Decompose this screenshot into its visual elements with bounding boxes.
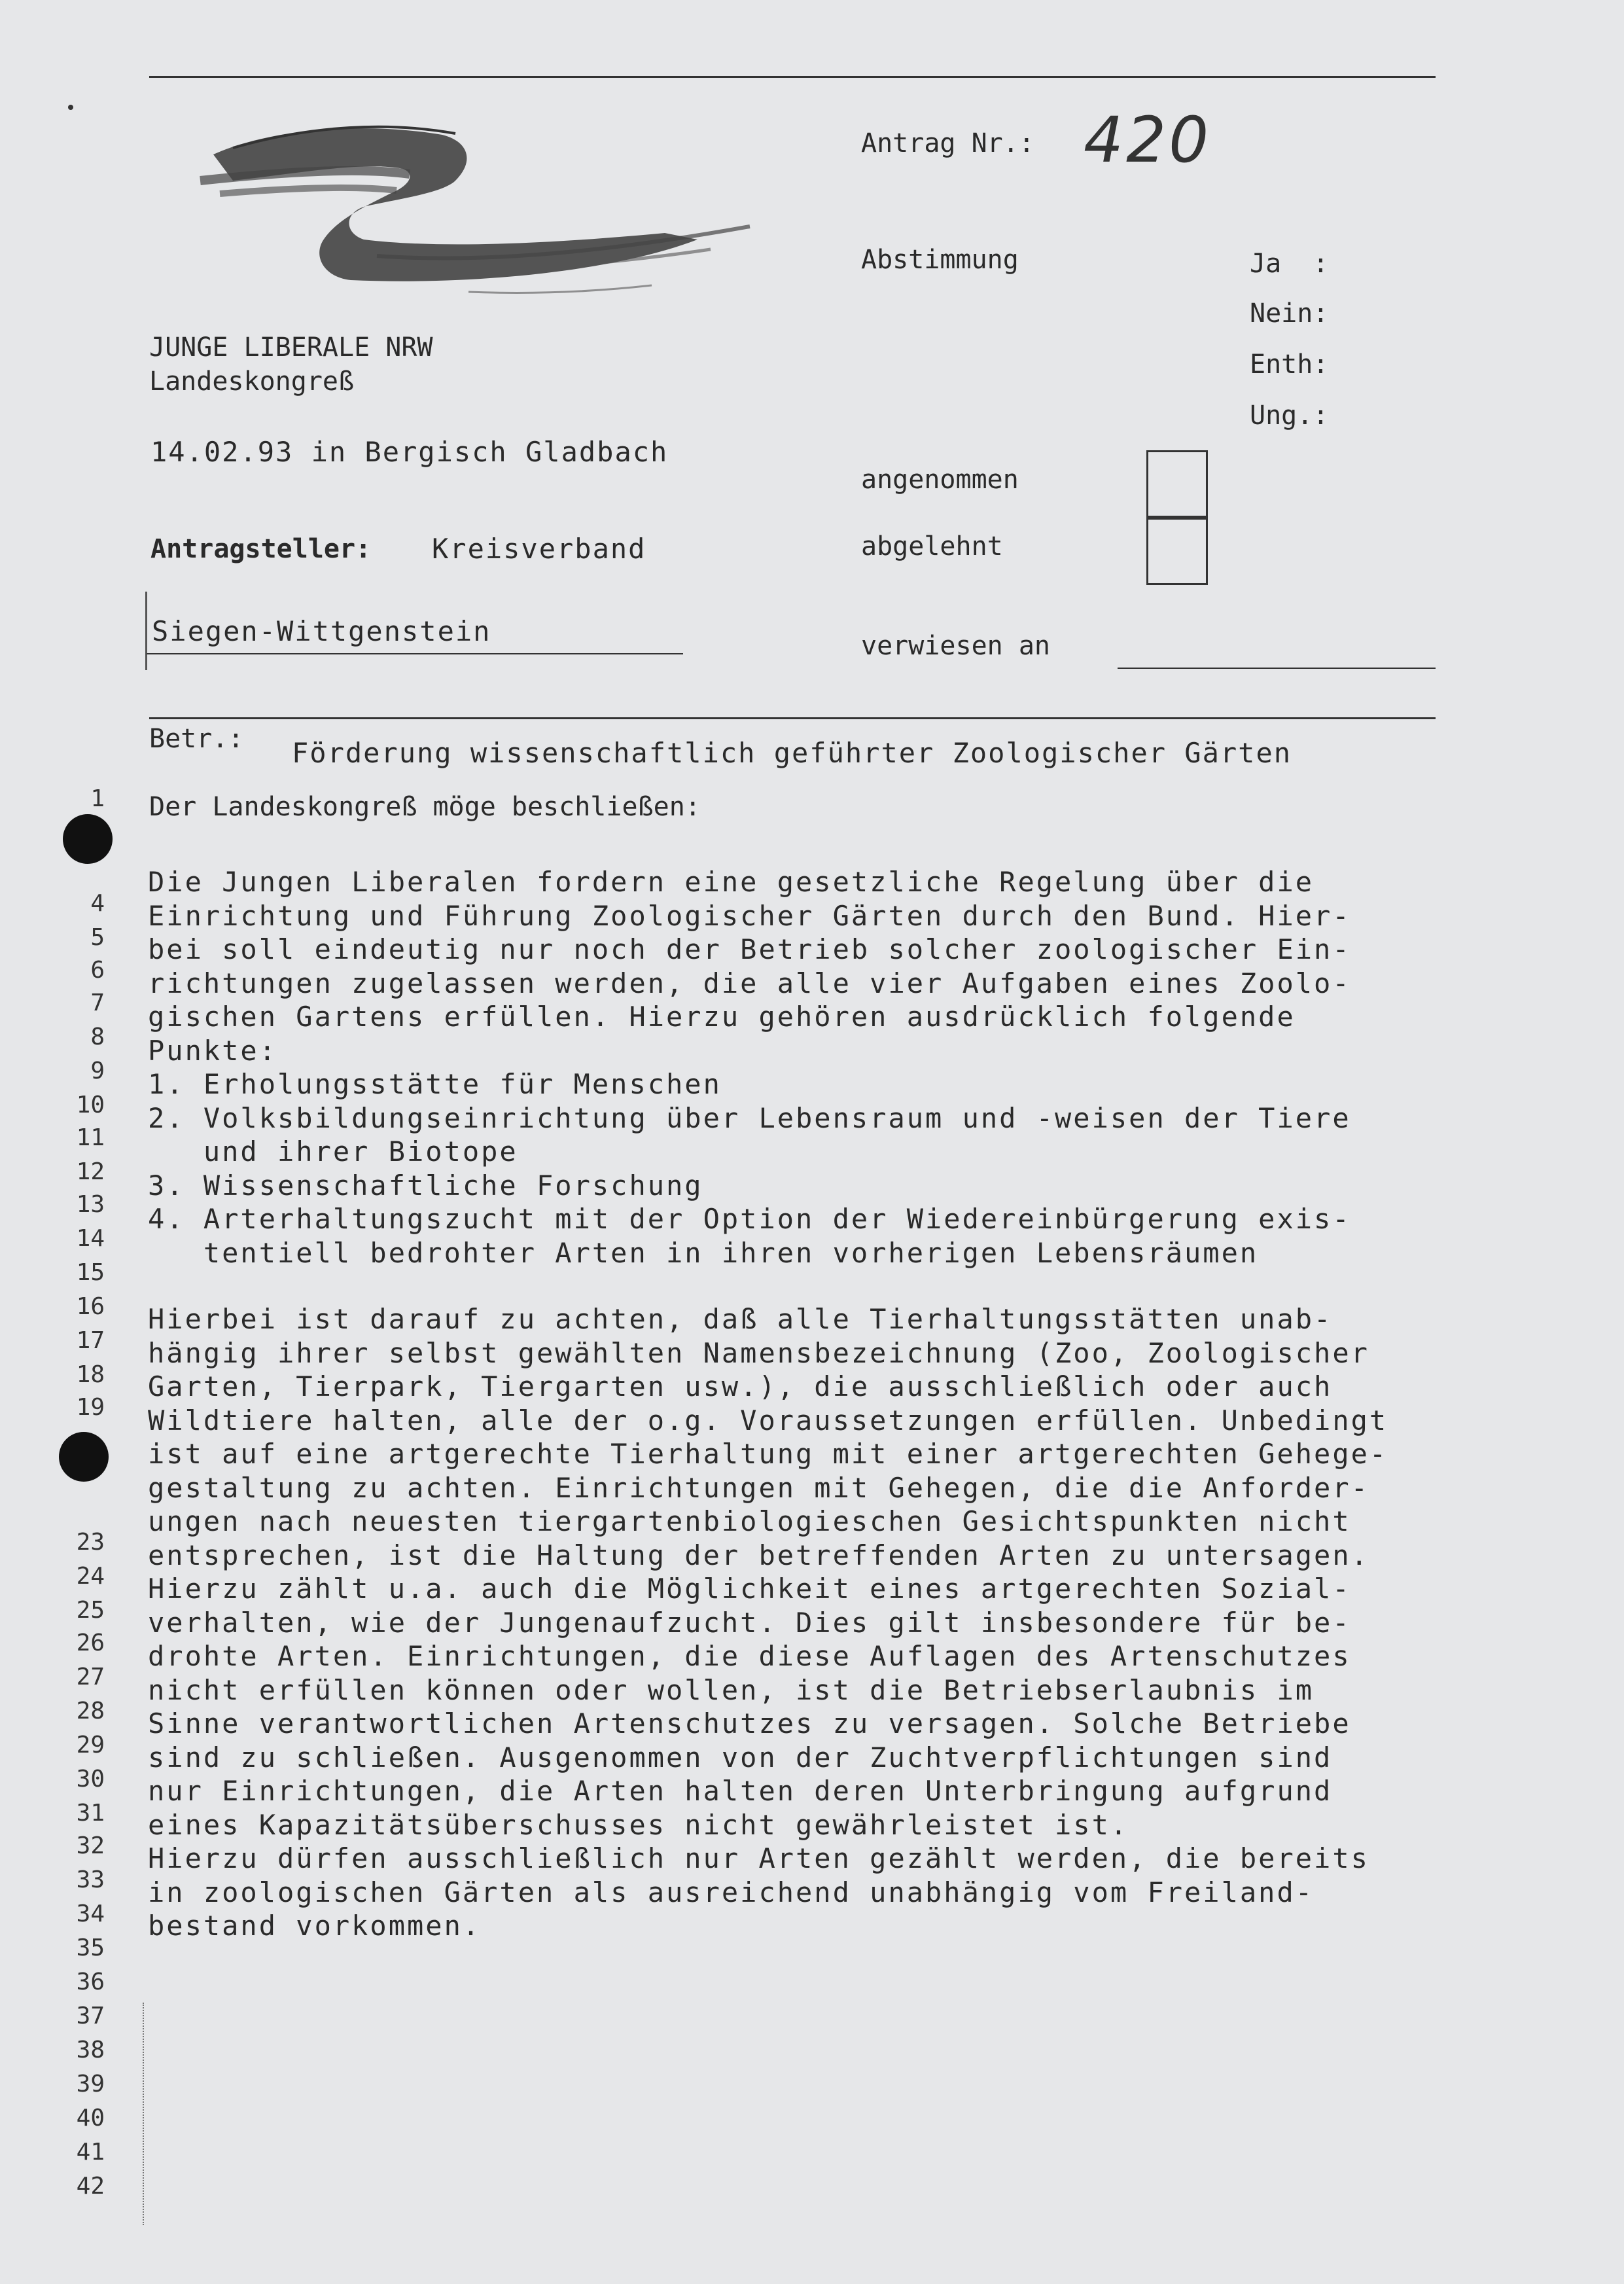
line-number: 14 [76, 1225, 105, 1252]
body-line: drohte Arten. Einrichtungen, die diese Auflagen des Artenschutzes [148, 1640, 1351, 1672]
line-number: 12 [76, 1158, 105, 1185]
line-number: 26 [76, 1630, 105, 1656]
punch-hole-top [63, 814, 113, 864]
subject-text: Förderung wissenschaftlich geführter Zoologischer Gärten [292, 737, 1292, 769]
line-number: 13 [76, 1191, 105, 1218]
body-line: sind zu schließen. Ausgenommen von der Zuchtverpflichtungen sind [148, 1741, 1333, 1774]
referred-to-label: verwiesen an [861, 631, 1050, 661]
line-number: 16 [76, 1293, 105, 1320]
body-line: Garten, Tierpark, Tiergarten usw.), die ausschließlich oder auch [148, 1370, 1333, 1402]
line-number: 23 [76, 1529, 105, 1556]
applicant-name-line2: Siegen-Wittgenstein [152, 615, 491, 647]
line-number: 30 [76, 1766, 105, 1793]
line-number: 8 [90, 1024, 105, 1050]
line-number: 10 [76, 1092, 105, 1118]
line-number: 41 [76, 2139, 105, 2166]
body-line: verhalten, wie der Jungenaufzucht. Dies gilt insbesondere für be- [148, 1606, 1351, 1639]
margin-mark [145, 592, 147, 670]
line-number: 24 [76, 1563, 105, 1590]
line-number: 31 [76, 1800, 105, 1827]
applicant-label: Antragsteller: [150, 534, 372, 564]
line-number: 19 [76, 1394, 105, 1421]
line-number: 29 [76, 1732, 105, 1758]
body-line: gestaltung zu achten. Einrichtungen mit Gehegen, die die Anforder- [148, 1471, 1369, 1504]
line-number: 6 [90, 957, 105, 984]
body-line: Punkte: [148, 1034, 278, 1067]
body-line: 3. Wissenschaftliche Forschung [148, 1169, 703, 1202]
line-number: 28 [76, 1698, 105, 1724]
line-number: 36 [76, 1969, 105, 1995]
application-label: Antrag Nr.: [861, 128, 1034, 158]
event-name: Landeskongreß [149, 366, 355, 397]
vote-abstain: Enth: [1250, 349, 1329, 380]
line-number: 32 [76, 1832, 105, 1859]
body-line: Hierzu dürfen ausschließlich nur Arten gezählt werden, die bereits [148, 1842, 1369, 1874]
referred-to-line [1118, 668, 1436, 669]
body-line: 2. Volksbildungseinrichtung über Lebensraum und -weisen der Tiere [148, 1101, 1351, 1134]
line-number: 33 [76, 1866, 105, 1893]
body-line: eines Kapazitätsüberschusses nicht gewährleistet ist. [148, 1808, 1129, 1841]
body-paragraph-2 [148, 1302, 1388, 1943]
line-number: 18 [76, 1361, 105, 1388]
body-line: 4. Arterhaltungszucht mit der Option der Wiedereinbürgerung exis- [148, 1203, 1351, 1235]
resolution-intro: Der Landeskongreß möge beschließen: [149, 792, 701, 822]
body-line: Einrichtung und Führung Zoologischer Gärten durch den Bund. Hier- [148, 899, 1351, 932]
line-number: 37 [76, 2003, 105, 2029]
header-divider [149, 717, 1436, 719]
line-number: 5 [90, 924, 105, 951]
line-number: 27 [76, 1664, 105, 1690]
vote-accepted-label: angenommen [861, 465, 1019, 495]
body-line: 1. Erholungsstätte für Menschen [148, 1068, 722, 1100]
line-number: 39 [76, 2071, 105, 2097]
vote-yes: Ja : [1250, 249, 1329, 279]
applicant-name-line1: Kreisverband [432, 533, 646, 565]
rejected-checkbox [1146, 516, 1208, 585]
body-line: in zoologischen Gärten als ausreichend unabhängig vom Freiland- [148, 1876, 1315, 1908]
body-line: Hierbei ist darauf zu achten, daß alle Tierhaltungsstätten unab- [148, 1303, 1333, 1335]
logo-brush-icon [194, 109, 756, 305]
body-line: gischen Gartens erfüllen. Hierzu gehören ausdrücklich folgende [148, 1001, 1296, 1033]
body-line: bestand vorkommen. [148, 1910, 482, 1942]
body-line: nicht erfüllen können oder wollen, ist die Betriebserlaubnis im [148, 1673, 1315, 1706]
body-line: richtungen zugelassen werden, die alle vier Aufgaben eines Zoolo- [148, 967, 1351, 999]
application-number: 420 [1084, 103, 1212, 177]
margin-mark [143, 2003, 145, 2225]
body-line: tentiell bedrohter Arten in ihren vorherigen Lebensräumen [148, 1236, 1259, 1269]
body-line: hängig ihrer selbst gewählten Namensbezeichnung (Zoo, Zoologischer [148, 1336, 1369, 1369]
line-number: 9 [90, 1058, 105, 1084]
vote-title: Abstimmung [861, 245, 1019, 275]
body-line: ungen nach neuesten tiergartenbiologieschen Gesichtspunkten nicht [148, 1505, 1351, 1537]
line-number: 25 [76, 1597, 105, 1624]
line-number: 4 [90, 890, 105, 917]
body-line: nur Einrichtungen, die Arten halten deren Unterbringung aufgrund [148, 1775, 1333, 1807]
body-paragraph-1 [148, 865, 1351, 1270]
line-number: 7 [90, 990, 105, 1016]
body-line: Wildtiere halten, alle der o.g. Voraussetzungen erfüllen. Unbedingt [148, 1404, 1388, 1436]
subject-label: Betr.: [149, 724, 244, 754]
date-location: 14.02.93 in Bergisch Gladbach [150, 436, 669, 468]
line-number: 34 [76, 1900, 105, 1927]
body-line: ist auf eine artgerechte Tierhaltung mit einer artgerechten Gehege- [148, 1438, 1388, 1470]
vote-rejected-label: abgelehnt [861, 531, 1003, 562]
body-line: Sinne verantwortlichen Artenschutzes zu versagen. Solche Betriebe [148, 1707, 1351, 1740]
body-line: bei soll eindeutig nur noch der Betrieb solcher zoologischer Ein- [148, 933, 1351, 965]
speck [68, 105, 73, 110]
line-number: 42 [76, 2173, 105, 2200]
line-number: 11 [76, 1124, 105, 1151]
line-number: 1 [90, 785, 105, 812]
line-number: 15 [76, 1259, 105, 1286]
accepted-checkbox [1146, 450, 1208, 520]
line-number: 35 [76, 1935, 105, 1961]
punch-hole-bottom [59, 1432, 109, 1482]
line-number: 40 [76, 2105, 105, 2132]
vote-no: Nein: [1250, 298, 1329, 329]
vote-invalid: Ung.: [1250, 401, 1329, 431]
applicant-underline [147, 653, 683, 654]
line-number: 17 [76, 1327, 105, 1354]
body-line: und ihrer Biotope [148, 1135, 518, 1168]
top-rule [149, 76, 1436, 78]
body-line: Hierzu zählt u.a. auch die Möglichkeit eines artgerechten Sozial- [148, 1573, 1351, 1605]
body-line: Die Jungen Liberalen fordern eine gesetzliche Regelung über die [148, 866, 1315, 898]
body-line: entsprechen, ist die Haltung der betreffenden Arten zu untersagen. [148, 1539, 1369, 1571]
organization-name: JUNGE LIBERALE NRW [149, 332, 433, 363]
line-number: 38 [76, 2037, 105, 2063]
